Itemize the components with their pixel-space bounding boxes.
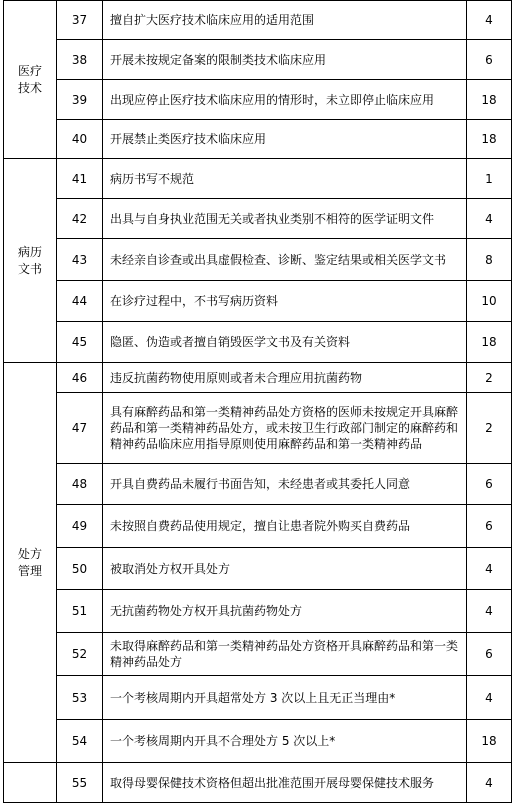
- item-score: 18: [467, 120, 512, 159]
- table-row: [4, 676, 512, 720]
- item-number: 55: [57, 763, 103, 803]
- item-number: 48: [57, 464, 103, 505]
- table-row: [4, 239, 512, 281]
- table-row: [4, 464, 512, 505]
- item-description: 出具与自身执业范围无关或者执业类别不相符的医学证明文件: [103, 199, 467, 239]
- item-description: 未取得麻醉药品和第一类精神药品处方资格开具麻醉药品和第一类精神药品处方: [103, 633, 467, 676]
- item-score: 4: [467, 763, 512, 803]
- item-number: 41: [57, 159, 103, 199]
- table-row: [4, 720, 512, 763]
- table-row: [4, 1, 512, 40]
- item-number: 39: [57, 80, 103, 120]
- item-score: 18: [467, 322, 512, 363]
- item-score: 2: [467, 363, 512, 393]
- item-description: 开展禁止类医疗技术临床应用: [103, 120, 467, 159]
- table-body: [4, 1, 512, 803]
- item-number: 45: [57, 322, 103, 363]
- table-row: [4, 363, 512, 393]
- category-cell: 处方 管理: [4, 363, 57, 763]
- table-row: [4, 590, 512, 633]
- item-score: 2: [467, 393, 512, 464]
- item-score: 4: [467, 590, 512, 633]
- item-number: 53: [57, 676, 103, 720]
- item-number: 43: [57, 239, 103, 281]
- item-description: 开展未按规定备案的限制类技术临床应用: [103, 40, 467, 80]
- item-number: 40: [57, 120, 103, 159]
- item-description: 无抗菌药物处方权开具抗菌药物处方: [103, 590, 467, 633]
- table-row: [4, 633, 512, 676]
- item-description: 病历书写不规范: [103, 159, 467, 199]
- item-description: 违反抗菌药物使用原则或者未合理应用抗菌药物: [103, 363, 467, 393]
- item-number: 47: [57, 393, 103, 464]
- category-cell: [4, 763, 57, 803]
- item-number: 37: [57, 1, 103, 40]
- item-score: 18: [467, 80, 512, 120]
- item-score: 4: [467, 548, 512, 590]
- item-description: 被取消处方权开具处方: [103, 548, 467, 590]
- item-score: 1: [467, 159, 512, 199]
- table-row: [4, 40, 512, 80]
- item-description: 未经亲自诊查或出具虚假检查、诊断、鉴定结果或相关医学文书: [103, 239, 467, 281]
- item-description: 在诊疗过程中，不书写病历资料: [103, 281, 467, 322]
- table-row: [4, 322, 512, 363]
- item-number: 51: [57, 590, 103, 633]
- item-score: 6: [467, 40, 512, 80]
- item-number: 38: [57, 40, 103, 80]
- item-score: 4: [467, 199, 512, 239]
- item-description: 一个考核周期内开具不合理处方 5 次以上*: [103, 720, 467, 763]
- item-score: 6: [467, 505, 512, 548]
- table-row: [4, 281, 512, 322]
- item-description: 一个考核周期内开具超常处方 3 次以上且无正当理由*: [103, 676, 467, 720]
- item-description: 取得母婴保健技术资格但超出批准范围开展母婴保健技术服务: [103, 763, 467, 803]
- item-description: 擅自扩大医疗技术临床应用的适用范围: [103, 1, 467, 40]
- table-row: [4, 763, 512, 803]
- item-description: 出现应停止医疗技术临床应用的情形时，未立即停止临床应用: [103, 80, 467, 120]
- table-row: [4, 159, 512, 199]
- item-number: 52: [57, 633, 103, 676]
- table-row: [4, 80, 512, 120]
- item-number: 54: [57, 720, 103, 763]
- item-description: 隐匿、伪造或者擅自销毁医学文书及有关资料: [103, 322, 467, 363]
- item-score: 10: [467, 281, 512, 322]
- table-row: [4, 199, 512, 239]
- item-score: 4: [467, 676, 512, 720]
- item-score: 6: [467, 633, 512, 676]
- item-number: 46: [57, 363, 103, 393]
- item-score: 18: [467, 720, 512, 763]
- item-number: 44: [57, 281, 103, 322]
- table-row: [4, 505, 512, 548]
- table-row: [4, 120, 512, 159]
- item-score: 6: [467, 464, 512, 505]
- item-score: 4: [467, 1, 512, 40]
- category-cell: 病历 文书: [4, 159, 57, 363]
- category-cell: 医疗 技术: [4, 1, 57, 159]
- table-row: [4, 393, 512, 464]
- violation-scoring-table: [3, 0, 512, 803]
- item-score: 8: [467, 239, 512, 281]
- item-number: 50: [57, 548, 103, 590]
- table-row: [4, 548, 512, 590]
- item-number: 42: [57, 199, 103, 239]
- item-description: 未按照自费药品使用规定，擅自让患者院外购买自费药品: [103, 505, 467, 548]
- item-description: 具有麻醉药品和第一类精神药品处方资格的医师未按规定开具麻醉药品和第一类精神药品处方，或未按卫生行政部门制定的麻醉药和精神药品临床应用指导原则使用麻醉药品和第一类精神药品: [103, 393, 467, 464]
- item-number: 49: [57, 505, 103, 548]
- item-description: 开具自费药品未履行书面告知，未经患者或其委托人同意: [103, 464, 467, 505]
